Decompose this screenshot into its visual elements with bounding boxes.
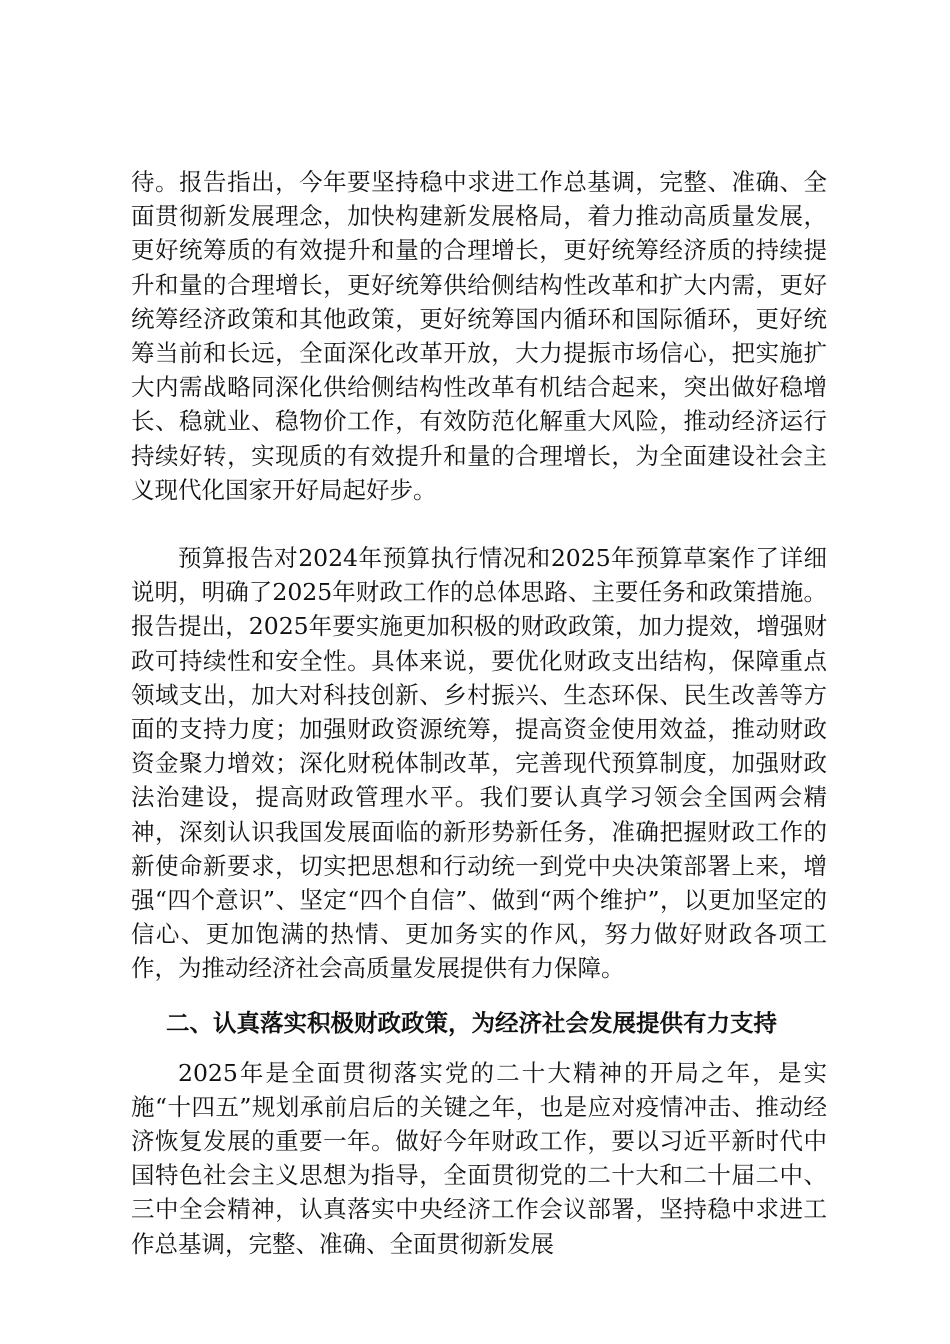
body-paragraph: 预算报告对2024年预算执行情况和2025年预算草案作了详细说明，明确了2025年财政工作的总体思路、主要任务和政策措施。报告提出，2025年要实施更加积极的财政政策，加力提效，增强财政可持续性和安全性。具体来说，要优化财政支出结构，保障重点领域支出，加大对科技创新、乡村振兴、生态环保、民生改善等方面的支持力度；加强财政资源统筹，提高资金使用效益，推动财政资金聚力增效；深化财税体制改革，完善现代预算制度，加强财政法治建设，提高财政管理水平。我们要认真学习领会全国两会精神，深刻认识我国发展面临的新形势新任务，准确把握财政工作的新使命新要求，切实把思想和行动统一到党中央决策部署上来，增强“四个意识”、坚定“四个自信”、做到“两个维护”，以更加坚定的信心、更加饱满的热情、更加务实的作风，努力做好财政各项工作，为推动经济社会高质量发展提供有力保障。 bbox=[131, 544, 827, 983]
body-paragraph: 2025年是全面贯彻落实党的二十大精神的开局之年，是实施“十四五”规划承前启后的关键之年，也是应对疫情冲击、推动经济恢复发展的重要一年。做好今年财政工作，要以习近平新时代中国特色社会主义思想为指导，全面贯彻党的二十大和二十届二中、三中全会精神，认真落实中央经济工作会议部署，坚持稳中求进工作总基调，完整、准确、全面贯彻新发展 bbox=[131, 1058, 827, 1258]
section-heading: 二、认真落实积极财政政策，为经济社会发展提供有力支持 bbox=[166, 1008, 777, 1037]
body-paragraph: 待。报告指出，今年要坚持稳中求进工作总基调，完整、准确、全面贯彻新发展理念，加快构建新发展格局，着力推动高质量发展，更好统筹质的有效提升和量的合理增长，更好统筹经济质的持续提升和量的合理增长，更好统筹供给侧结构性改革和扩大内需，更好统筹经济政策和其他政策，更好统筹国内循环和国际循环，更好统筹当前和长远，全面深化改革开放，大力提振市场信心，把实施扩大内需战略同深化供给侧结构性改革有机结合起来，突出做好稳增长、稳就业、稳物价工作，有效防范化解重大风险，推动经济运行持续好转，实现质的有效提升和量的合理增长，为全面建设社会主义现代化国家开好局起好步。 bbox=[131, 168, 827, 504]
document-page bbox=[131, 165, 827, 1261]
